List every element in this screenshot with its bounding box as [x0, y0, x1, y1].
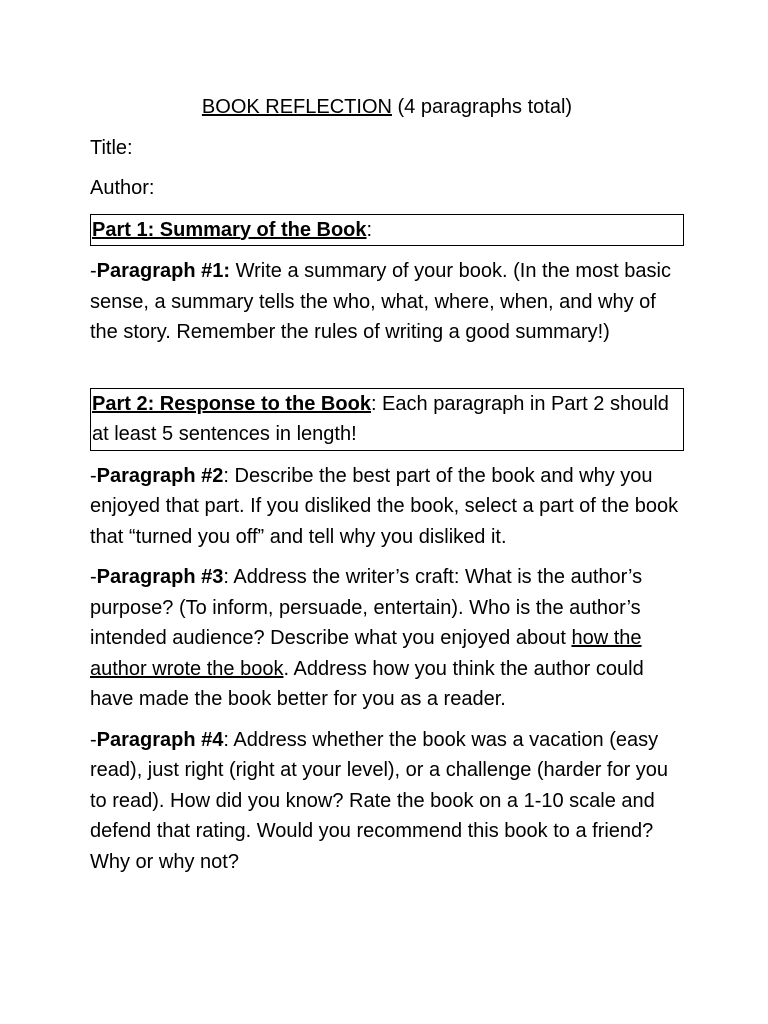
part2-box [90, 388, 684, 451]
paragraph-4-dash: - [90, 728, 97, 751]
paragraph-4 [90, 725, 684, 878]
paragraph-1-label: Paragraph #1: [96, 260, 231, 282]
paragraph-1-text: Write a summary of your book. (In the most basic sense, a summary tells the who, what, where, when, and why of the story. Remember the rules of writing a good summary!) [90, 260, 671, 343]
title-heading: BOOK REFLECTION [201, 96, 392, 118]
title-note: (4 paragraphs total) [391, 96, 573, 118]
paragraph-3-text-before: : Address the writer’s craft: What is the author’s purpose? (To inform, persuade, entertain). Who is the author’s intended audience? Describe what you enjoyed about [90, 566, 643, 649]
author-field-label: Author: [90, 177, 155, 199]
part1-heading: Part 1: Summary of the Book [92, 218, 367, 241]
paragraph-1-dash: - [90, 260, 97, 282]
part1-box [90, 214, 684, 247]
paragraph-2-text: : Describe the best part of the book and why you enjoyed that part. If you disliked the book, select a part of the book that “turned you off” and tell why you disliked it. [90, 464, 679, 548]
paragraph-3-text-after: . Address how you think the author could have made the book better for you as a reader. [90, 657, 644, 710]
title-field-label: Title: [90, 136, 133, 159]
document-body [90, 92, 684, 887]
part2-heading: Part 2: Response to the Book [92, 392, 371, 415]
paragraph-3 [90, 562, 684, 715]
part2-heading-suffix: : Each paragraph in Part 2 should at least 5 sentences in length! [92, 392, 669, 445]
blank-line [90, 358, 684, 388]
paragraph-4-text: : Address whether the book was a vacation (easy read), just right (right at your level), or a challenge (harder for you to read). How did you know? Rate the book on a 1-10 scale and defend that rating. Would you recommend this book to a friend? Why or why not? [90, 728, 669, 873]
document-title [90, 92, 684, 123]
paragraph-1 [90, 256, 684, 348]
paragraph-3-underlined: how the author wrote the book [90, 627, 642, 680]
paragraph-2-dash: - [90, 464, 97, 487]
paragraph-3-label: Paragraph #3 [96, 566, 224, 588]
paragraph-2-label: Paragraph #2 [96, 464, 224, 487]
paragraph-3-dash: - [90, 566, 97, 588]
part1-heading-suffix: : [366, 218, 373, 241]
paragraph-4-label: Paragraph #4 [96, 728, 224, 751]
paragraph-2 [90, 461, 684, 553]
